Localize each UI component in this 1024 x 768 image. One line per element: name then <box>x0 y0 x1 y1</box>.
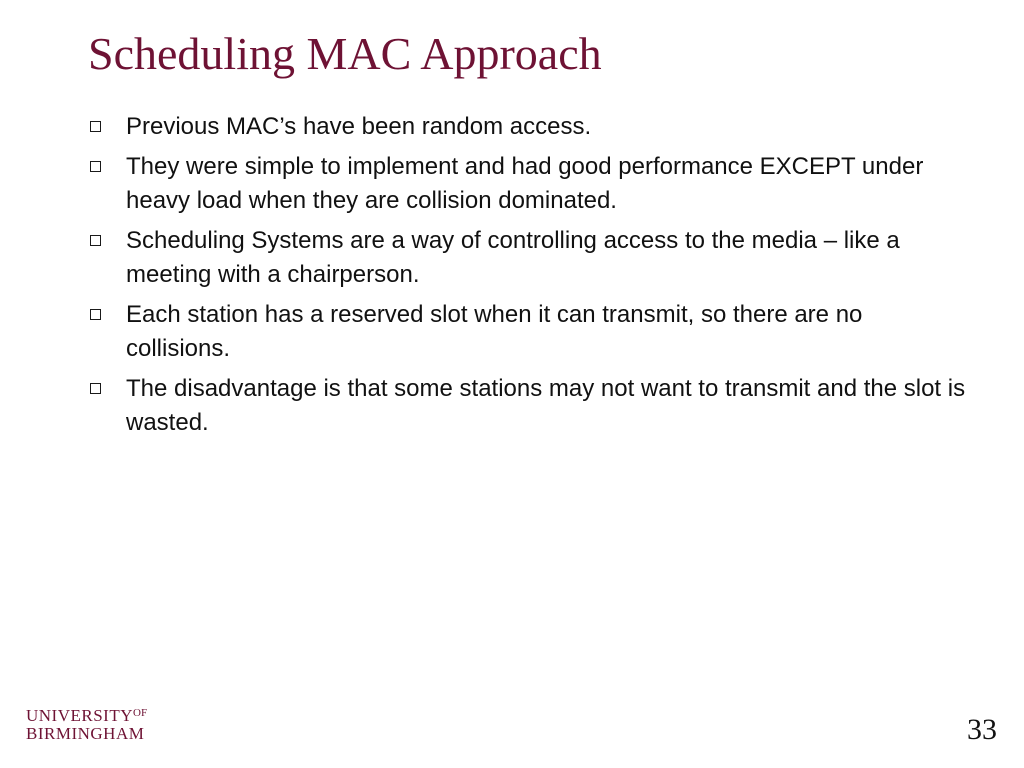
bullet-text: Previous MAC’s have been random access. <box>126 113 592 140</box>
logo-text-university: UNIVERSITY <box>26 706 133 725</box>
bullet-item <box>88 224 968 292</box>
bullet-item <box>88 298 968 366</box>
bullet-item <box>88 110 968 144</box>
page-number: 33 <box>967 713 997 746</box>
bullet-item <box>88 150 968 218</box>
square-bullet-icon <box>90 235 101 246</box>
square-bullet-icon <box>90 309 101 320</box>
logo-line-university <box>26 707 147 724</box>
slide-title: Scheduling MAC Approach <box>88 28 602 79</box>
logo-text-of: OF <box>133 707 148 719</box>
logo-text-birmingham: BIRMINGHAM <box>26 724 145 743</box>
square-bullet-icon <box>90 161 101 172</box>
bullet-text: They were simple to implement and had good performance EXCEPT under heavy load when they are collision dominated. <box>126 153 924 214</box>
bullet-text: Scheduling Systems are a way of controlling access to the media – like a meeting with a chairperson. <box>126 227 900 288</box>
university-logo <box>26 707 147 742</box>
bullet-text: Each station has a reserved slot when it can transmit, so there are no collisions. <box>126 301 863 362</box>
square-bullet-icon <box>90 121 101 132</box>
bullet-list <box>88 110 968 446</box>
bullet-item <box>88 372 968 440</box>
bullet-text: The disadvantage is that some stations may not want to transmit and the slot is wasted. <box>126 375 966 436</box>
square-bullet-icon <box>90 383 101 394</box>
